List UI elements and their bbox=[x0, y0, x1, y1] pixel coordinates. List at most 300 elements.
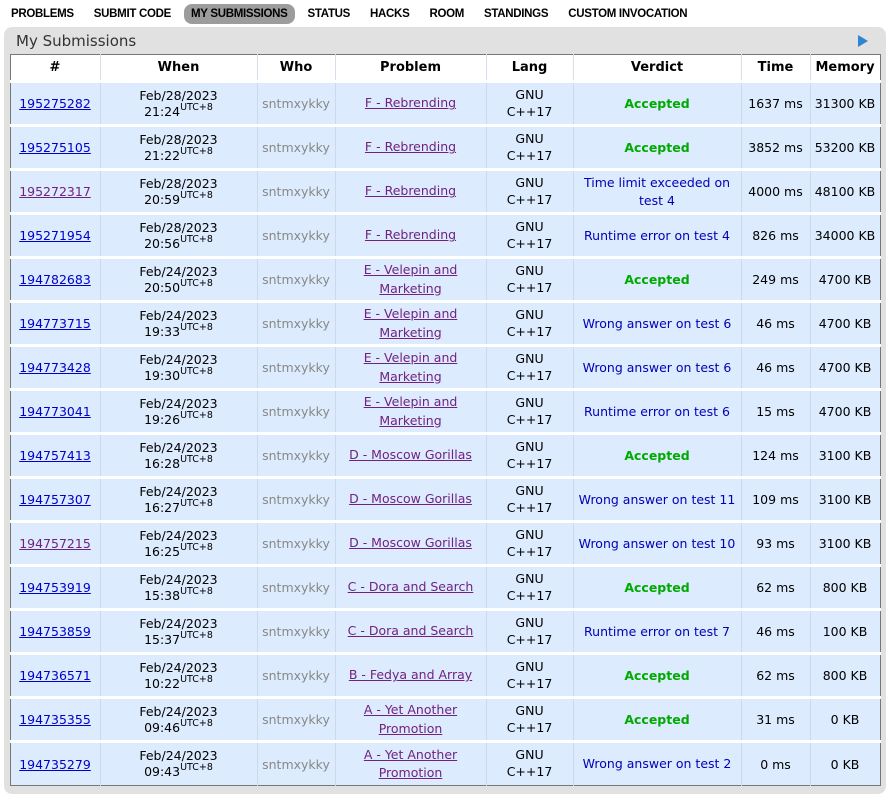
submission-id-link[interactable]: 194753919 bbox=[19, 580, 91, 595]
language-label: GNU C++17 bbox=[506, 350, 553, 383]
submission-id-link[interactable]: 194735355 bbox=[19, 712, 91, 727]
memory-cell bbox=[810, 214, 880, 258]
verdict-cell bbox=[573, 214, 741, 258]
exec-time-value: 46 ms bbox=[756, 360, 795, 375]
verdict-cell bbox=[573, 302, 741, 346]
problem-cell bbox=[335, 698, 486, 742]
problem-link[interactable]: D - Moscow Gorillas bbox=[349, 535, 472, 551]
when-cell bbox=[100, 214, 257, 258]
lang-cell bbox=[486, 698, 573, 742]
submission-id-cell bbox=[10, 478, 100, 522]
when-cell bbox=[100, 566, 257, 610]
problem-link[interactable]: F - Rebrending bbox=[364, 139, 457, 155]
language-label: GNU C++17 bbox=[506, 438, 553, 471]
time-value: 19:33 bbox=[144, 324, 181, 340]
submission-id-cell bbox=[10, 390, 100, 434]
time-cell bbox=[741, 566, 810, 610]
memory-value: 3100 KB bbox=[818, 492, 872, 507]
submission-date: Feb/24/2023 bbox=[139, 439, 218, 455]
memory-cell bbox=[810, 698, 880, 742]
memory-cell bbox=[810, 170, 880, 214]
exec-time-value: 109 ms bbox=[752, 492, 799, 507]
participant-handle[interactable]: sntmxykky bbox=[262, 448, 330, 463]
participant-handle[interactable]: sntmxykky bbox=[262, 228, 330, 243]
nav-item-submit-code[interactable]: SUBMIT CODE bbox=[93, 8, 171, 20]
verdict-text: Runtime error on test 7 bbox=[584, 623, 730, 639]
who-cell bbox=[257, 698, 335, 742]
verdict-cell bbox=[573, 478, 741, 522]
submission-id-link[interactable]: 194757215 bbox=[19, 536, 91, 551]
verdict-cell bbox=[573, 742, 741, 786]
verdict-cell bbox=[573, 170, 741, 214]
problem-link[interactable]: C - Dora and Search bbox=[347, 623, 474, 639]
who-cell bbox=[257, 742, 335, 786]
verdict-text: Accepted bbox=[624, 271, 690, 287]
when-cell bbox=[100, 478, 257, 522]
lang-cell bbox=[486, 82, 573, 126]
who-cell bbox=[257, 302, 335, 346]
submissions-table bbox=[10, 54, 881, 786]
lang-cell bbox=[486, 258, 573, 302]
problem-cell bbox=[335, 522, 486, 566]
memory-value: 31300 KB bbox=[814, 96, 876, 111]
submission-date: Feb/24/2023 bbox=[139, 703, 218, 719]
nav-item-status[interactable]: STATUS bbox=[307, 8, 351, 20]
submission-id-cell bbox=[10, 346, 100, 390]
nav-item-standings[interactable]: STANDINGS bbox=[484, 8, 549, 20]
submission-time bbox=[105, 543, 253, 559]
problem-link[interactable]: D - Moscow Gorillas bbox=[349, 491, 472, 507]
submission-id-cell bbox=[10, 170, 100, 214]
problem-link[interactable]: F - Rebrending bbox=[364, 227, 457, 243]
panel-title: My Submissions bbox=[16, 32, 137, 50]
nav-item-room[interactable]: ROOM bbox=[429, 8, 465, 20]
submission-date: Feb/24/2023 bbox=[139, 527, 218, 543]
exec-time-value: 1637 ms bbox=[748, 96, 803, 111]
problem-link[interactable]: A - Yet Another Promotion bbox=[363, 746, 458, 780]
verdict-cell bbox=[573, 698, 741, 742]
submission-time bbox=[105, 191, 253, 207]
who-cell bbox=[257, 566, 335, 610]
timezone-label: UTC+8 bbox=[180, 365, 213, 377]
memory-value: 100 KB bbox=[822, 624, 868, 639]
problem-link[interactable]: F - Rebrending bbox=[364, 95, 457, 111]
memory-cell bbox=[810, 126, 880, 170]
submission-date: Feb/24/2023 bbox=[139, 615, 218, 631]
timezone-label: UTC+8 bbox=[180, 101, 213, 113]
when-cell bbox=[100, 698, 257, 742]
time-cell bbox=[741, 346, 810, 390]
language-label: GNU C++17 bbox=[506, 747, 553, 779]
submission-row bbox=[10, 654, 880, 698]
submission-id-cell bbox=[10, 126, 100, 170]
submission-row bbox=[10, 170, 880, 214]
submission-id-link[interactable]: 194773428 bbox=[19, 360, 91, 375]
who-cell bbox=[257, 522, 335, 566]
lang-cell bbox=[486, 170, 573, 214]
verdict-text: Runtime error on test 4 bbox=[584, 227, 730, 243]
problem-cell bbox=[335, 346, 486, 390]
submission-date: Feb/24/2023 bbox=[139, 748, 218, 764]
submission-id-cell bbox=[10, 522, 100, 566]
submission-date: Feb/28/2023 bbox=[139, 219, 218, 235]
verdict-cell bbox=[573, 610, 741, 654]
verdict-text: Accepted bbox=[624, 447, 690, 463]
submission-id-link[interactable]: 194753859 bbox=[19, 624, 91, 639]
participant-handle[interactable]: sntmxykky bbox=[262, 404, 330, 419]
verdict-text: Time limit exceeded on test 4 bbox=[583, 175, 731, 208]
column-header-lang: Lang bbox=[486, 55, 573, 82]
memory-value: 800 KB bbox=[822, 668, 868, 683]
verdict-text: Runtime error on test 6 bbox=[584, 403, 730, 419]
exec-time-value: 62 ms bbox=[756, 580, 795, 595]
when-cell bbox=[100, 390, 257, 434]
who-cell bbox=[257, 126, 335, 170]
submission-id-cell bbox=[10, 434, 100, 478]
submission-time bbox=[105, 147, 253, 163]
problem-cell bbox=[335, 742, 486, 786]
memory-cell bbox=[810, 610, 880, 654]
submission-id-cell bbox=[10, 566, 100, 610]
memory-cell bbox=[810, 654, 880, 698]
who-cell bbox=[257, 214, 335, 258]
submission-id-link[interactable]: 195272317 bbox=[19, 184, 91, 199]
submission-id-link[interactable]: 194757413 bbox=[19, 448, 91, 463]
time-value: 20:56 bbox=[144, 236, 181, 252]
submission-id-link[interactable]: 195275105 bbox=[19, 140, 91, 155]
submission-date: Feb/28/2023 bbox=[139, 87, 218, 103]
submission-date: Feb/28/2023 bbox=[139, 131, 218, 147]
table-header-row bbox=[10, 55, 880, 82]
language-label: GNU C++17 bbox=[506, 262, 553, 295]
verdict-text: Accepted bbox=[624, 579, 690, 595]
problem-cell bbox=[335, 126, 486, 170]
who-cell bbox=[257, 610, 335, 654]
nav-item-custom-invocation[interactable]: CUSTOM INVOCATION bbox=[568, 8, 688, 20]
time-cell bbox=[741, 390, 810, 434]
timezone-label: UTC+8 bbox=[180, 673, 213, 685]
language-label: GNU C++17 bbox=[506, 130, 553, 163]
submission-id-link[interactable]: 194773715 bbox=[19, 316, 91, 331]
submission-row bbox=[10, 698, 880, 742]
nav-item-problems[interactable]: PROBLEMS bbox=[11, 8, 74, 20]
who-cell bbox=[257, 654, 335, 698]
when-cell bbox=[100, 654, 257, 698]
submission-row bbox=[10, 126, 880, 170]
problem-link[interactable]: E - Velepin and Marketing bbox=[363, 350, 458, 384]
submission-row bbox=[10, 214, 880, 258]
submission-time bbox=[105, 631, 253, 647]
submission-row bbox=[10, 478, 880, 522]
submission-id-link[interactable]: 194773041 bbox=[19, 404, 91, 419]
column-header-problem: Problem bbox=[335, 55, 486, 82]
exec-time-value: 46 ms bbox=[756, 624, 795, 639]
when-cell bbox=[100, 258, 257, 302]
submission-row bbox=[10, 258, 880, 302]
column-header-memory: Memory bbox=[810, 55, 880, 82]
problem-link[interactable]: F - Rebrending bbox=[364, 183, 457, 199]
who-cell bbox=[257, 346, 335, 390]
timezone-label: UTC+8 bbox=[180, 541, 213, 553]
memory-value: 4700 KB bbox=[818, 360, 872, 375]
when-cell bbox=[100, 346, 257, 390]
submission-date: Feb/24/2023 bbox=[139, 263, 218, 279]
memory-value: 0 KB bbox=[830, 712, 860, 727]
submission-id-link[interactable]: 194736571 bbox=[19, 668, 91, 683]
exec-time-value: 826 ms bbox=[752, 228, 799, 243]
submission-row bbox=[10, 302, 880, 346]
time-value: 20:59 bbox=[144, 192, 181, 208]
verdict-cell bbox=[573, 434, 741, 478]
verdict-cell bbox=[573, 390, 741, 434]
memory-cell bbox=[810, 742, 880, 786]
submission-row bbox=[10, 610, 880, 654]
time-cell bbox=[741, 610, 810, 654]
exec-time-value: 124 ms bbox=[752, 448, 799, 463]
participant-handle[interactable]: sntmxykky bbox=[262, 272, 330, 287]
when-cell bbox=[100, 302, 257, 346]
verdict-text: Accepted bbox=[624, 667, 690, 683]
problem-link[interactable]: D - Moscow Gorillas bbox=[349, 447, 472, 463]
timezone-label: UTC+8 bbox=[180, 717, 213, 729]
table-body bbox=[10, 82, 880, 786]
language-label: GNU C++17 bbox=[506, 174, 553, 207]
memory-value: 34000 KB bbox=[814, 228, 876, 243]
submission-time bbox=[105, 455, 253, 471]
lang-cell bbox=[486, 742, 573, 786]
language-label: GNU C++17 bbox=[506, 702, 553, 735]
verdict-cell bbox=[573, 82, 741, 126]
language-label: GNU C++17 bbox=[506, 86, 553, 119]
problem-cell bbox=[335, 170, 486, 214]
submission-row bbox=[10, 390, 880, 434]
language-label: GNU C++17 bbox=[506, 658, 553, 691]
participant-handle[interactable]: sntmxykky bbox=[262, 536, 330, 551]
submission-time bbox=[105, 675, 253, 691]
participant-handle[interactable]: sntmxykky bbox=[262, 140, 330, 155]
exec-time-value: 15 ms bbox=[756, 404, 795, 419]
submission-id-cell bbox=[10, 214, 100, 258]
participant-handle[interactable]: sntmxykky bbox=[262, 96, 330, 111]
participant-handle[interactable]: sntmxykky bbox=[262, 580, 330, 595]
problem-link[interactable]: B - Fedya and Array bbox=[348, 667, 473, 683]
lang-cell bbox=[486, 522, 573, 566]
time-cell bbox=[741, 126, 810, 170]
submission-id-link[interactable]: 194757307 bbox=[19, 492, 91, 507]
problem-link[interactable]: C - Dora and Search bbox=[347, 579, 474, 595]
participant-handle[interactable]: sntmxykky bbox=[262, 756, 330, 772]
verdict-cell bbox=[573, 126, 741, 170]
problem-link[interactable]: E - Velepin and Marketing bbox=[363, 262, 458, 296]
problem-cell bbox=[335, 566, 486, 610]
language-label: GNU C++17 bbox=[506, 394, 553, 427]
column-header-who: Who bbox=[257, 55, 335, 82]
time-value: 09:43 bbox=[144, 764, 181, 780]
lang-cell bbox=[486, 478, 573, 522]
when-cell bbox=[100, 522, 257, 566]
submission-id-cell bbox=[10, 302, 100, 346]
submission-time bbox=[105, 323, 253, 339]
my-submissions-panel bbox=[4, 27, 886, 794]
submission-time bbox=[105, 103, 253, 119]
column-header-num: # bbox=[10, 55, 100, 82]
submission-row bbox=[10, 82, 880, 126]
submission-date: Feb/24/2023 bbox=[139, 659, 218, 675]
participant-handle[interactable]: sntmxykky bbox=[262, 712, 330, 727]
submission-id-link[interactable]: 195275282 bbox=[19, 96, 91, 111]
verdict-text: Accepted bbox=[624, 95, 690, 111]
submission-row bbox=[10, 522, 880, 566]
timezone-label: UTC+8 bbox=[180, 409, 213, 421]
when-cell bbox=[100, 170, 257, 214]
verdict-text: Wrong answer on test 6 bbox=[582, 315, 732, 331]
when-cell bbox=[100, 742, 257, 786]
memory-cell bbox=[810, 258, 880, 302]
timezone-label: UTC+8 bbox=[180, 189, 213, 201]
memory-cell bbox=[810, 478, 880, 522]
problem-cell bbox=[335, 258, 486, 302]
participant-handle[interactable]: sntmxykky bbox=[262, 360, 330, 375]
memory-value: 0 KB bbox=[830, 756, 860, 772]
nav-item-my-submissions[interactable]: MY SUBMISSIONS bbox=[184, 4, 295, 24]
time-cell bbox=[741, 478, 810, 522]
problem-link[interactable]: E - Velepin and Marketing bbox=[363, 306, 458, 340]
submission-id-cell bbox=[10, 742, 100, 786]
time-cell bbox=[741, 82, 810, 126]
timezone-label: UTC+8 bbox=[180, 453, 213, 465]
submission-id-link[interactable]: 194735279 bbox=[19, 756, 91, 772]
submission-time bbox=[105, 763, 253, 779]
time-cell bbox=[741, 742, 810, 786]
language-label: GNU C++17 bbox=[506, 614, 553, 647]
submission-date: Feb/24/2023 bbox=[139, 351, 218, 367]
time-value: 10:22 bbox=[144, 676, 181, 692]
memory-cell bbox=[810, 302, 880, 346]
who-cell bbox=[257, 170, 335, 214]
time-value: 19:26 bbox=[144, 412, 181, 428]
who-cell bbox=[257, 390, 335, 434]
participant-handle[interactable]: sntmxykky bbox=[262, 668, 330, 683]
submission-date: Feb/28/2023 bbox=[139, 175, 218, 191]
submission-time bbox=[105, 235, 253, 251]
column-header-when: When bbox=[100, 55, 257, 82]
problem-link[interactable]: A - Yet Another Promotion bbox=[363, 702, 458, 736]
exec-time-value: 46 ms bbox=[756, 316, 795, 331]
submission-date: Feb/24/2023 bbox=[139, 571, 218, 587]
timezone-label: UTC+8 bbox=[180, 277, 213, 289]
time-cell bbox=[741, 258, 810, 302]
who-cell bbox=[257, 258, 335, 302]
exec-time-value: 62 ms bbox=[756, 668, 795, 683]
lang-cell bbox=[486, 214, 573, 258]
submission-id-cell bbox=[10, 698, 100, 742]
who-cell bbox=[257, 434, 335, 478]
language-label: GNU C++17 bbox=[506, 218, 553, 251]
time-value: 16:27 bbox=[144, 500, 181, 516]
timezone-label: UTC+8 bbox=[180, 762, 213, 774]
problem-cell bbox=[335, 82, 486, 126]
who-cell bbox=[257, 82, 335, 126]
timezone-label: UTC+8 bbox=[180, 629, 213, 641]
time-value: 09:46 bbox=[144, 720, 181, 736]
exec-time-value: 4000 ms bbox=[748, 184, 803, 199]
time-value: 15:38 bbox=[144, 588, 181, 604]
verdict-text: Wrong answer on test 2 bbox=[582, 756, 732, 772]
time-cell bbox=[741, 522, 810, 566]
submission-row bbox=[10, 566, 880, 610]
time-value: 19:30 bbox=[144, 368, 181, 384]
problem-link[interactable]: E - Velepin and Marketing bbox=[363, 394, 458, 428]
memory-value: 800 KB bbox=[822, 580, 868, 595]
problem-cell bbox=[335, 302, 486, 346]
timezone-label: UTC+8 bbox=[180, 321, 213, 333]
submission-row bbox=[10, 434, 880, 478]
submission-id-link[interactable]: 195271954 bbox=[19, 228, 91, 243]
verdict-cell bbox=[573, 346, 741, 390]
time-cell bbox=[741, 170, 810, 214]
exec-time-value: 31 ms bbox=[756, 712, 795, 727]
memory-cell bbox=[810, 82, 880, 126]
when-cell bbox=[100, 434, 257, 478]
lang-cell bbox=[486, 302, 573, 346]
submission-id-link[interactable]: 194782683 bbox=[19, 272, 91, 287]
language-label: GNU C++17 bbox=[506, 482, 553, 515]
when-cell bbox=[100, 610, 257, 654]
lang-cell bbox=[486, 434, 573, 478]
submission-time bbox=[105, 411, 253, 427]
memory-cell bbox=[810, 390, 880, 434]
timezone-label: UTC+8 bbox=[180, 497, 213, 509]
participant-handle[interactable]: sntmxykky bbox=[262, 624, 330, 639]
memory-cell bbox=[810, 522, 880, 566]
verdict-text: Wrong answer on test 11 bbox=[578, 491, 736, 507]
timezone-label: UTC+8 bbox=[180, 233, 213, 245]
exec-time-value: 0 ms bbox=[760, 756, 791, 772]
memory-value: 3100 KB bbox=[818, 536, 872, 551]
time-value: 21:22 bbox=[144, 148, 181, 164]
time-value: 16:28 bbox=[144, 456, 181, 472]
verdict-text: Wrong answer on test 10 bbox=[578, 535, 736, 551]
memory-value: 4700 KB bbox=[818, 272, 872, 287]
submission-date: Feb/24/2023 bbox=[139, 307, 218, 323]
participant-handle[interactable]: sntmxykky bbox=[262, 184, 330, 199]
lang-cell bbox=[486, 566, 573, 610]
exec-time-value: 3852 ms bbox=[748, 140, 803, 155]
verdict-text: Wrong answer on test 6 bbox=[582, 359, 732, 375]
memory-value: 4700 KB bbox=[818, 404, 872, 419]
time-cell bbox=[741, 214, 810, 258]
submission-date: Feb/24/2023 bbox=[139, 395, 218, 411]
memory-cell bbox=[810, 434, 880, 478]
memory-value: 53200 KB bbox=[814, 140, 876, 155]
problem-cell bbox=[335, 654, 486, 698]
memory-value: 3100 KB bbox=[818, 448, 872, 463]
participant-handle[interactable]: sntmxykky bbox=[262, 316, 330, 331]
submission-row bbox=[10, 742, 880, 786]
problem-cell bbox=[335, 434, 486, 478]
submission-id-cell bbox=[10, 654, 100, 698]
timezone-label: UTC+8 bbox=[180, 145, 213, 157]
time-cell bbox=[741, 698, 810, 742]
verdict-text: Accepted bbox=[624, 711, 690, 727]
play-arrow-icon[interactable] bbox=[858, 35, 868, 47]
verdict-cell bbox=[573, 258, 741, 302]
verdict-cell bbox=[573, 566, 741, 610]
nav-item-hacks[interactable]: HACKS bbox=[370, 8, 410, 20]
lang-cell bbox=[486, 390, 573, 434]
contest-nav bbox=[0, 0, 890, 27]
participant-handle[interactable]: sntmxykky bbox=[262, 492, 330, 507]
